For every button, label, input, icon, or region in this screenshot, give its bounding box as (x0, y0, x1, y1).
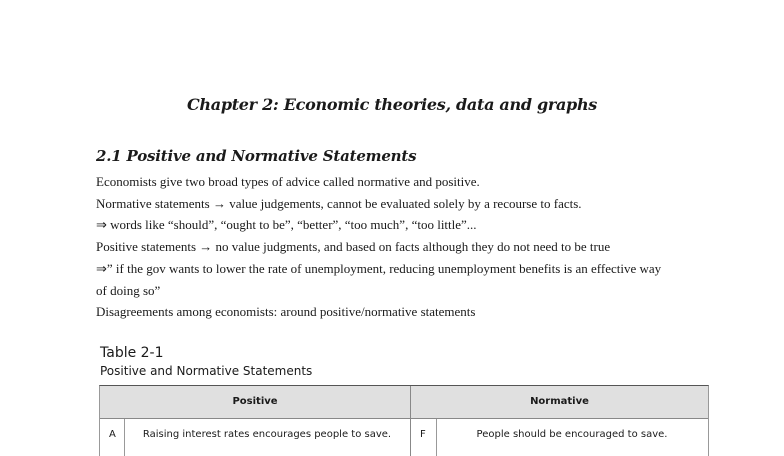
body-line: ⇒ words like “should”, “ought to be”, “better”, “too much”, “too little”... (96, 217, 477, 232)
body-line: Disagreements among economists: around positive/normative statements (96, 304, 476, 319)
header-normative: Normative (530, 396, 589, 407)
table-header-row (100, 386, 708, 419)
body-line: ⇒” if the gov wants to lower the rate of unemployment, reducing unemployment benefits is an effective way (96, 261, 662, 276)
table-caption: Positive and Normative Statements (100, 364, 313, 378)
chapter-title: Chapter 2: Economic theories, data and graphs (186, 95, 597, 114)
section-title: 2.1 Positive and Normative Statements (96, 147, 417, 165)
header-positive: Positive (232, 396, 278, 407)
table-label: Table 2-1 (100, 345, 164, 361)
column-divider (410, 386, 411, 456)
body-line: Economists give two broad types of advice called normative and positive. (96, 174, 480, 189)
statements-table (99, 385, 709, 456)
row-letter-positive: A (109, 429, 116, 440)
body-line: Positive statements → no value judgments, and based on facts although they do not need to be true (96, 239, 611, 254)
row-text-normative: People should be encouraged to save. (476, 429, 668, 440)
body-line: of doing so” (96, 283, 161, 298)
row-letter-normative: F (420, 429, 426, 440)
body-line: Normative statements → value judgements, cannot be evaluated solely by a recourse to facts. (96, 196, 582, 211)
row-text-positive: Raising interest rates encourages people to save. (142, 429, 392, 440)
